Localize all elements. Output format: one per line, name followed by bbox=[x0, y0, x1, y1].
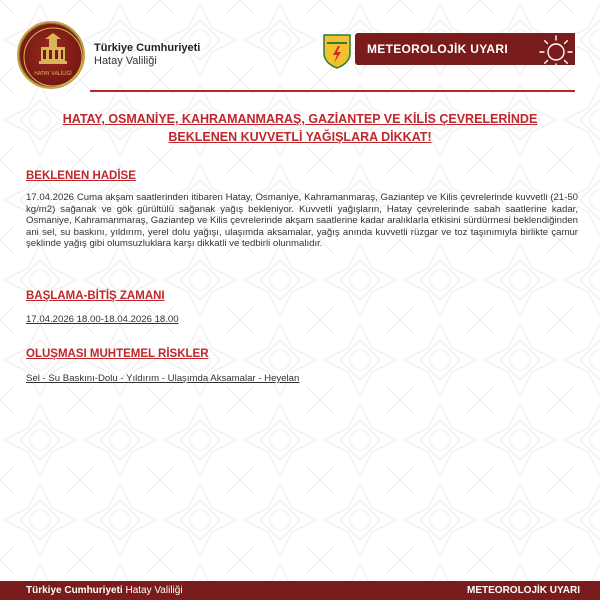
government-subtitle: Hatay Valiliği bbox=[94, 55, 157, 67]
footer-gov-title: Türkiye Cumhuriyeti bbox=[26, 585, 123, 596]
warning-title: HATAY, OSMANİYE, KAHRAMANMARAŞ, GAZİANTEP VE KİLİS ÇEVRELERİNDE BEKLENEN KUVVETLİ YAĞIŞLARA DİKKAT! bbox=[62, 112, 538, 144]
section-heading-time-range: BAŞLAMA-BİTİŞ ZAMANI bbox=[26, 290, 165, 302]
section-text-risks: Sel - Su Baskını-Dolu - Yıldırım - Ulaşımda Aksamalar - Heyelan bbox=[26, 373, 300, 384]
seal-text: HATAY VALİLİĞİ bbox=[34, 71, 72, 77]
section-heading-risks: OLUŞMASI MUHTEMEL RİSKLER bbox=[26, 348, 209, 360]
header-divider bbox=[90, 90, 575, 92]
footer-label: METEOROLOJİK UYARI bbox=[467, 585, 580, 596]
footer-gov-subtitle: Hatay Valiliği bbox=[122, 585, 183, 596]
section-text-time-range: 17.04.2026 18.00-18.04.2026 18.00 bbox=[26, 314, 179, 325]
section-heading-expected-event: BEKLENEN HADİSE bbox=[26, 170, 136, 182]
hatay-seal-logo bbox=[17, 21, 85, 89]
banner-label: METEOROLOJİK UYARI bbox=[367, 42, 508, 56]
government-title: Türkiye Cumhuriyeti bbox=[94, 42, 201, 54]
section-text-expected-event: 17.04.2026 Cuma akşam saatlerinden itibaren Hatay, Osmaniye, Kahramanmaraş, Gaziantep ve Kilis çevrelerinde kuvvetli (21-50 kg/m2) sağanak ve gök gürültülü sağanak yağış bekleniyor. Kuvvetli yağışların, Hatay çevrelerinde sabah saatlerine kadar, Osmaniye, Kahramanmaraş, Gaziantep ve Kilis çevrelerinde akşam saatlerine kadar aralıklarla etkisini sürdürmesi beklendiğinden ani sel, su baskını, yıldırım, yerel dolu yağışı, ulaşımda aksamalar, yağış anında kuvvetli rüzgar ve toz taşınımıyla birlikte çamur şeklinde yağış gibi olumsuzluklara karşı dikkatli ve tedbirli olunmalıdır. bbox=[26, 192, 578, 250]
footer-institution bbox=[26, 585, 183, 596]
meteorology-logo bbox=[322, 33, 352, 69]
footer-bar bbox=[0, 581, 600, 600]
sun-icon bbox=[538, 34, 574, 70]
